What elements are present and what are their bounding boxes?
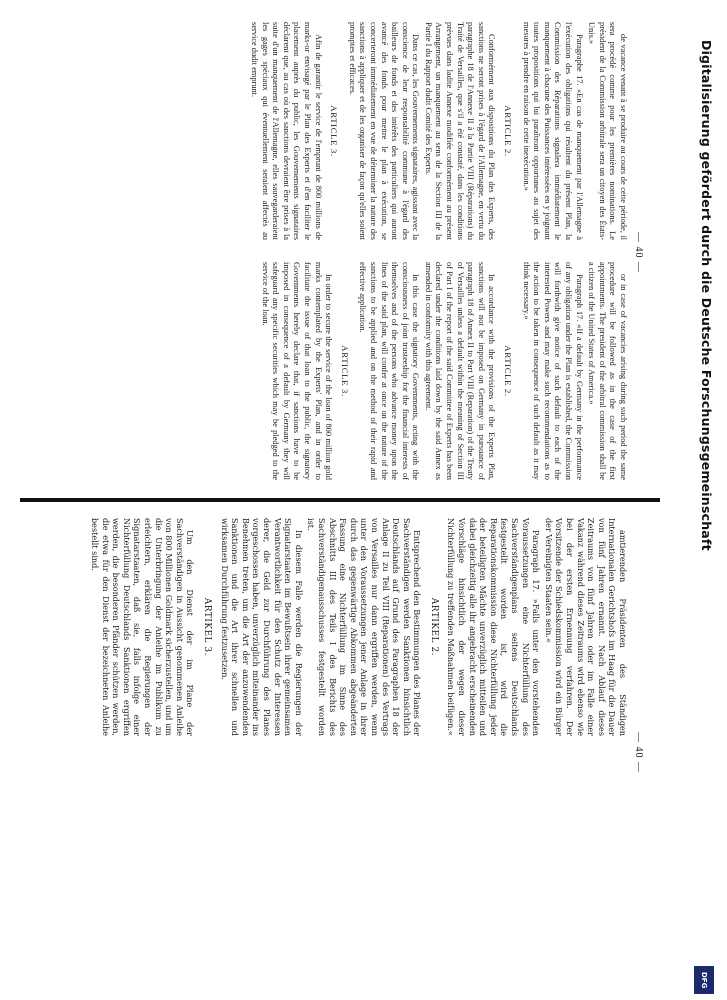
french-paragraph-17: Paragraphe 17. «En cas de manquement par l'Allemagne à l'exécution des obligations qui résultent du présent Plan, la Commission des Réparations signalera immédiatement le manquement à chacune des Puissances intéressées en y joignant toutes propositions qui lui paraîtront opportunes au sujet des mesures à prendre en raison de cette inexécution.» bbox=[521, 22, 584, 240]
page-divider bbox=[20, 498, 660, 502]
english-article-2-title: ARTICLE 2. bbox=[503, 345, 514, 397]
french-article-3-title: ARTICLE 3. bbox=[329, 105, 340, 157]
digitization-credit: Digitalisierung gefördert durch die Deutsche Forschungsgemeinschaft bbox=[699, 40, 714, 551]
german-article-3-p1: Um den Dienst der im Plane der Sachverständigen in Aussicht genommenen Anleihe von 800 Millionen Goldmark sicherzustellen, und um die Unterbringung der Anleihe im Publikum zu erleichtern, erklären die Regierungen der Signatarstaaten, daß sie, falls infolge einer Nichterfüllung Deutschlands Sanktionen ergriffen werden, die besonderen Pfänder schützen werden, die etwa für den Dienst der bezeichneten Anleihe bestellt sind. bbox=[90, 518, 196, 736]
french-article-2-title: ARTICLE 2. bbox=[503, 105, 514, 157]
english-article-2-p1: In accordance with the provisions of the Experts Plan, sanctions will not be imposed on Germany in pursuance of paragraph 18 of Annex II to Part VIII (Reparation) of the Treaty of Versailles unless a default within the meaning of Section III of Part I of the report of the said Committee of Experts has been declared under the conditions laid down by the said Annex as amended in conformity with this agreement. bbox=[423, 262, 497, 480]
german-article-2-title: ARTIKEL 2. bbox=[428, 597, 439, 657]
english-paragraph-17: Paragraph 17. «If a default by Germany in the performance of any obligation under the Plan is established, the Commission will forthwith give notice of such default to each of the interested Powers and may make such recommendations as to the action to be taken in consequence of such default as it may think necessary.» bbox=[521, 262, 584, 480]
french-article-2-p1: Conformément aux dispositions du Plan des Experts, des sanctions ne seront prises à l'égard de l'Allemagne, en vertu du paragraphe 18 de l'Annexe II à la Partie VIII (Réparations) du Traité de Versailles, que s'il a été constaté, dans les conditions prévues dans ladite Annexe modifiée conformément au présent Arrangement, un manquement au sens de la Section III de la Partie I du Rapport dudit Comité des Experts. bbox=[423, 22, 497, 240]
german-paragraph-17: Paragraph 17. »Falls unter den vorstehenden Voraussetzungen eine Nichterfüllung des Sachverständigenplans seitens Deutschlands festgestellt worden ist, wird die Reparationskommission diese Nichterfüllung jeder der beteiligten Mächte unverzüglich mitteilen und dabei gleichzeitig alle ihr angebracht erscheinenden Vorschläge hinsichtlich der wegen dieser Nichterfüllung zu treffenden Maßnahmen beifügen.« bbox=[446, 518, 542, 736]
german-intro: amtierenden Präsidenten des Ständigen Internationalen Gerichtshofs im Haag für die Dauer von fünf Jahren ernannt. Nach Ablauf dieses Zeitraums von fünf Jahren oder im Falle einer Vakanz während dieses Zeitraums wird ebenso wie bei der ersten Ernennung verfahren. Der Vorsitzende der Schiedskommission wird ein Bürger der Vereinigten Staaten sein.« bbox=[543, 518, 628, 736]
page-number-right: — 40 — bbox=[633, 732, 644, 773]
german-article-2-p2: In diesem Falle werden die Regierungen der Signatarstaaten im Bewußtsein ihrer gemeinsamen Verantwortlichkeit für den Schutz der Interessen derer, die Geld zur Durchführung des Planes vorgeschossen haben, unverzüglich miteinander ins Benehmen treten, um die Art der anzuwendenden Sanktionen und die Art ihrer schnellen und wirksamen Durchführung festzusetzen. bbox=[219, 518, 304, 736]
dfg-logo: DFG bbox=[694, 966, 714, 994]
page-number-left: — 40 — bbox=[633, 232, 644, 273]
english-column bbox=[257, 262, 628, 480]
french-article-2-p2: Dans ce cas, les Gouvernements signataires, agissant avec la conscience de leur responsabilité commune à l'égard des bailleurs de fonds et des intérêts des particuliers qui auront avancé des fonds pour mettre le plan à exécution, se concerteront immédiatement en vue de déterminer la nature des sanctions à appliquer et de les organiser de façon qu'elles soient promptes et efficaces. bbox=[347, 22, 421, 240]
english-article-3-title: ARTICLE 3. bbox=[339, 345, 350, 397]
english-intro: or in case of vacancies arising during such period the same procedure will be followed as in the case of the first appointments. The president of the arbitral commission shall be a citizen of the United States of America.» bbox=[587, 262, 628, 480]
english-article-3-p1: In order to secure the service of the loan of 800 million gold marks contemplated by the Experts' Plan, and in order to facilitate the issue of that loan to the public, the signatory Governments hereby declare that, if sanctions have to be imposed in consequence of a default by Germany they will safeguard any specific securities which may be pledged to the service of the loan. bbox=[260, 262, 334, 480]
french-column bbox=[246, 22, 628, 240]
german-article-3-title: ARTIKEL 3. bbox=[202, 597, 213, 657]
french-intro: de vacance venant à se produire au cours de cette période, il sera procédé comme pour les premières nominations. Le président de la Commission arbitrale sera un citoyen des États-Unis.» bbox=[587, 22, 628, 240]
german-article-2-p1: Entsprechend den Bestimmungen des Planes der Sachverständigen werden Sanktionen hinsichtlich Deutschlands auf Grund des Paragraphen 18 der Anlage II zu Teil VIII (Reparationen) des Vertrags von Versailles nur dann ergriffen werden, wenn unter den Voraussetzungen jener Anlage in ihrer durch das gegenwärtige Abkommen abgeänderten Fassung eine Nichterfüllung im Sinne des Abschnitts III des Teils I des Berichts des Sachverständigenausschusses festgestellt worden ist. bbox=[306, 518, 423, 736]
french-article-3-p1: Afin de garantir le service de l'emprunt de 800 millions de marks-or envisagé par le Plan des Experts et d'en faciliter le placement auprès du public, les Gouvernements signataires déclarent que, au cas où des sanctions devraient être prises à la suite d'un manquement de l'Allemagne, elles sauvegarderaient les gages spéciaux qui éventuellement seraient affectés au service dudit emprunt. bbox=[250, 22, 323, 240]
english-article-2-p2: In this case the signatory Governments, acting with the consciousness of joint trusteeship for the financial interests of themselves and of the persons who advance money upon the lines of the said plan, will confer at once on the nature of the sanctions to be applied and on the method of their rapid and effective application. bbox=[358, 262, 421, 480]
german-column bbox=[88, 518, 629, 736]
